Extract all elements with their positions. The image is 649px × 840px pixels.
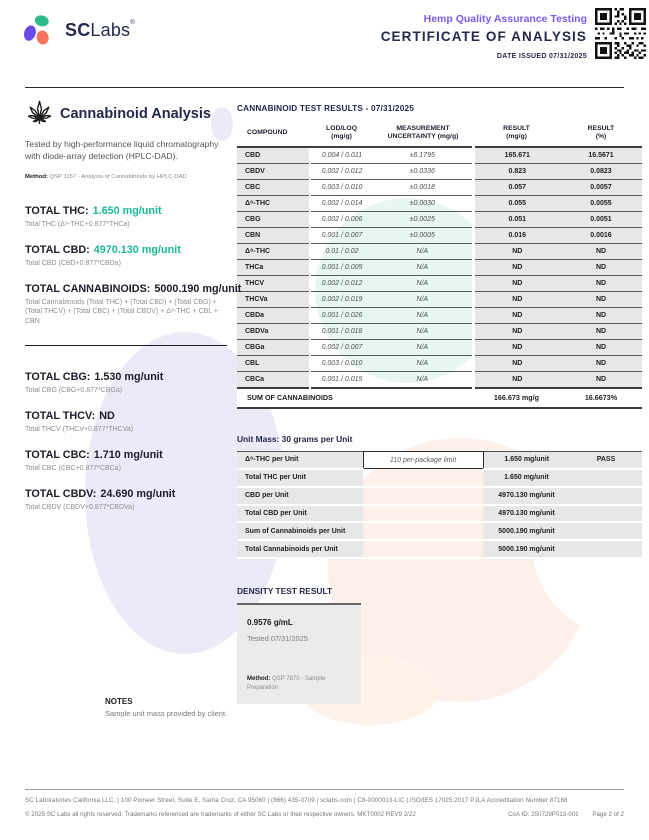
uncertainty-cell: ±6.1795 (373, 147, 473, 164)
sum-label: SUM OF CANNABINOIDS (237, 388, 473, 408)
unit-mass-row (237, 469, 642, 487)
results-table-title: CANNABINOID TEST RESULTS - 07/31/2025 (237, 104, 414, 113)
compound-cell: CBDa (237, 307, 310, 323)
coa-id: CoA ID: 250729P013-001 (508, 811, 579, 818)
lodloq-cell: 0.002 / 0.014 (310, 195, 373, 211)
total-label: TOTAL CBG: (25, 370, 91, 383)
sum-result-pct: 16.6673% (560, 388, 642, 408)
total-label: TOTAL CANNABINOIDS: (25, 283, 151, 296)
result-mg-cell: 0.016 (473, 227, 560, 243)
sclabs-logo (22, 13, 135, 48)
col-result-pct: RESULT (%) (560, 121, 642, 147)
unit-row-value: 4970.130 mg/unit (483, 505, 570, 523)
result-pct-cell: 0.0016 (560, 227, 642, 243)
section-head (25, 99, 231, 128)
total-label: TOTAL THCV: (25, 409, 96, 422)
unit-row-value: 5000.190 mg/unit (483, 540, 570, 558)
total-formula: Total Cannabinoids (Total THC) + (Total CBD) + (Total CBG) + (Total THCV) + (Total CBC) + (Total CBDV) + Δ⁸-THC + CBL + CBN (25, 299, 218, 325)
unit-row-limit (363, 487, 483, 505)
footer-right (496, 811, 624, 818)
method-description: Tested by high-performance liquid chromatography with diode-array detection (HPLC-DAD). (25, 139, 219, 161)
unit-row-status: PASS (570, 451, 642, 468)
table-row (237, 195, 642, 211)
unit-mass-title: Unit Mass: 30 grams per Unit (237, 433, 353, 444)
compound-cell: CBGa (237, 339, 310, 355)
sum-of-cannabinoids-row (237, 388, 642, 408)
footer-legal-row (25, 811, 624, 818)
result-mg-cell: ND (473, 291, 560, 307)
lodloq-cell: 0.002 / 0.012 (310, 275, 373, 291)
total-value: 5000.190 mg/unit (154, 283, 242, 296)
uncertainty-cell: ±0.0030 (373, 195, 473, 211)
lodloq-cell: 0.003 / 0.010 (310, 355, 373, 371)
compound-cell: CBCa (237, 371, 310, 388)
table-row (237, 275, 642, 291)
compound-cell: CBL (237, 355, 310, 371)
unit-mass-row (237, 451, 642, 468)
lodloq-cell: 0.002 / 0.007 (310, 339, 373, 355)
cannabis-leaf-icon (25, 99, 54, 128)
table-row (237, 259, 642, 275)
uncertainty-cell: N/A (373, 291, 473, 307)
lodloq-cell: 0.001 / 0.005 (310, 259, 373, 275)
result-pct-cell: ND (560, 259, 642, 275)
unit-mass-row (237, 522, 642, 540)
total-value: 1.530 mg/unit (94, 370, 164, 383)
header-divider (25, 87, 624, 88)
total-label: TOTAL CBDV: (25, 487, 97, 500)
total-line (25, 371, 231, 383)
uncertainty-cell: ±0.0018 (373, 179, 473, 195)
page-number: Page 2 of 2 (592, 811, 624, 818)
uncertainty-cell: ±0.0005 (373, 227, 473, 243)
total-formula: Total CBC (CBC+0.877*CBCa) (25, 464, 121, 472)
result-mg-cell: ND (473, 243, 560, 259)
compound-cell: CBN (237, 227, 310, 243)
lodloq-cell: 0.002 / 0.012 (310, 163, 373, 179)
lodloq-cell: 0.001 / 0.015 (310, 371, 373, 388)
result-mg-cell: 0.823 (473, 163, 560, 179)
unit-row-value: 4970.130 mg/unit (483, 487, 570, 505)
result-mg-cell: 0.057 (473, 179, 560, 195)
density-method (247, 675, 351, 692)
lodloq-cell: 0.001 / 0.018 (310, 323, 373, 339)
compound-cell: CBDV (237, 163, 310, 179)
unit-row-label: Total CBD per Unit (237, 505, 363, 523)
unit-row-value: 1.650 mg/unit (483, 469, 570, 487)
compound-cell: Δ⁹-THC (237, 195, 310, 211)
unit-row-label: Total THC per Unit (237, 469, 363, 487)
compound-cell: CBC (237, 179, 310, 195)
result-pct-cell: ND (560, 291, 642, 307)
cannabinoid-results-table (237, 121, 642, 409)
result-mg-cell: ND (473, 323, 560, 339)
unit-row-label: Sum of Cannabinoids per Unit (237, 522, 363, 540)
lodloq-cell: 0.002 / 0.006 (310, 211, 373, 227)
compound-cell: CBG (237, 211, 310, 227)
col-uncertainty: MEASUREMENT UNCERTAINTY (mg/g) (373, 121, 473, 147)
unit-row-label: CBD per Unit (237, 487, 363, 505)
total-formula: Total THC (Δ⁹-THC+0.877*THCa) (25, 221, 130, 229)
unit-row-limit (363, 505, 483, 523)
density-value: 0.9576 g/mL (247, 618, 293, 628)
density-method-label: Method: (247, 676, 271, 683)
total-block (25, 488, 231, 512)
result-pct-cell: 0.0051 (560, 211, 642, 227)
compound-cell: CBDVa (237, 323, 310, 339)
result-pct-cell: ND (560, 243, 642, 259)
unit-row-label: Total Cannabinoids per Unit (237, 540, 363, 558)
result-pct-cell: ND (560, 275, 642, 291)
uncertainty-cell: N/A (373, 275, 473, 291)
compound-cell: THCV (237, 275, 310, 291)
unit-row-limit (363, 540, 483, 558)
result-mg-cell: ND (473, 339, 560, 355)
result-pct-cell: ND (560, 355, 642, 371)
table-row (237, 227, 642, 243)
total-value: 1.650 mg/unit (92, 205, 162, 218)
result-pct-cell: 0.0055 (560, 195, 642, 211)
left-panel-divider (25, 345, 227, 346)
footer-copyright: © 2025 SC Labs all rights reserved. Trademarks referenced are trademarks of either SC Labs or their respective owners. MKT0002 REV9 2/22 (25, 811, 416, 818)
total-line (25, 205, 231, 217)
unit-row-status (570, 487, 642, 505)
unit-row-status (570, 540, 642, 558)
result-pct-cell: ND (560, 339, 642, 355)
footer (25, 789, 624, 818)
unit-row-status (570, 505, 642, 523)
lodloq-cell: 0.002 / 0.019 (310, 291, 373, 307)
density-method-text: QSP 7870 - Sample Preparation (247, 676, 326, 691)
total-line (25, 488, 231, 500)
document-title: CERTIFICATE OF ANALYSIS (380, 29, 587, 44)
lodloq-cell: 0.01 / 0.02 (310, 243, 373, 259)
method-text: QSP 1157 - Analysis of Cannabinoids by HPLC-DAD (47, 174, 187, 181)
uncertainty-cell: ±0.0336 (373, 163, 473, 179)
date-issued: DATE ISSUED 07/31/2025 (496, 53, 587, 60)
logo-wordmark (65, 20, 135, 41)
logo-sc: SC (65, 20, 91, 40)
unit-row-status (570, 469, 642, 487)
table-row (237, 371, 642, 388)
total-formula: Total CBG (CBG+0.877*CBGa) (25, 386, 123, 394)
total-value: 24.690 mg/unit (100, 487, 176, 500)
col-result-mg: RESULT (mg/g) (473, 121, 560, 147)
col-lodloq: LOD/LOQ (mg/g) (310, 121, 373, 147)
unit-row-value: 1.650 mg/unit (483, 451, 570, 468)
uncertainty-cell: N/A (373, 371, 473, 388)
uncertainty-cell: N/A (373, 355, 473, 371)
table-row (237, 355, 642, 371)
density-test-title: DENSITY TEST RESULT (237, 586, 333, 597)
uncertainty-cell: N/A (373, 339, 473, 355)
unit-row-limit (363, 522, 483, 540)
result-mg-cell: 0.051 (473, 211, 560, 227)
footer-lab-info: SC Laboratories California LLC. | 100 Pioneer Street, Suite E, Santa Cruz, CA 95060 | (866) 435-0709 | sclabs.com | C8-0000013-LIC | ISO/IES 17025:2017 PJLA Accreditation Number 87168 (25, 797, 568, 804)
result-mg-cell: 0.055 (473, 195, 560, 211)
uncertainty-cell: N/A (373, 323, 473, 339)
table-row (237, 211, 642, 227)
unit-mass-row (237, 505, 642, 523)
result-mg-cell: ND (473, 307, 560, 323)
density-result-box (237, 603, 361, 704)
table-row (237, 323, 642, 339)
total-line (25, 283, 242, 296)
registered-mark: ® (130, 20, 135, 26)
unit-row-limit (363, 469, 483, 487)
uncertainty-cell: ±0.0025 (373, 211, 473, 227)
uncertainty-cell: N/A (373, 307, 473, 323)
unit-mass-row (237, 487, 642, 505)
result-mg-cell: ND (473, 275, 560, 291)
program-name: Hemp Quality Assurance Testing (423, 13, 587, 25)
qr-code (595, 8, 646, 59)
density-tested-date: Tested 07/31/2025 (247, 634, 308, 644)
unit-mass-table (237, 451, 642, 559)
total-block (25, 410, 231, 434)
total-line (25, 410, 231, 422)
result-mg-cell: 165.671 (473, 147, 560, 164)
total-formula: Total THCV (THCV+0.877*THCVa) (25, 425, 134, 433)
lodloq-cell: 0.001 / 0.007 (310, 227, 373, 243)
col-compound: COMPOUND (237, 121, 310, 147)
compound-cell: THCVa (237, 291, 310, 307)
total-value: 1.710 mg/unit (93, 448, 163, 461)
uncertainty-cell: N/A (373, 243, 473, 259)
method-label: Method: (25, 174, 48, 181)
table-row (237, 163, 642, 179)
total-line (25, 244, 231, 256)
table-row (237, 179, 642, 195)
section-title: Cannabinoid Analysis (60, 105, 211, 122)
total-value: 4970.130 mg/unit (93, 244, 181, 257)
total-line (25, 449, 231, 461)
result-mg-cell: ND (473, 259, 560, 275)
total-label: TOTAL CBC: (25, 448, 90, 461)
sum-result-mg: 166.673 mg/g (473, 388, 560, 408)
unit-mass-row (237, 540, 642, 558)
results-header-row (237, 121, 642, 147)
method-reference (25, 174, 231, 180)
cannabinoid-analysis-panel (25, 99, 242, 527)
lodloq-cell: 0.004 / 0.011 (310, 147, 373, 164)
sclabs-logo-dots-icon (22, 13, 58, 48)
total-formula: Total CBD (CBD+0.877*CBDa) (25, 260, 121, 268)
compound-cell: Δ⁸-THC (237, 243, 310, 259)
result-mg-cell: ND (473, 371, 560, 388)
result-mg-cell: ND (473, 355, 560, 371)
lodloq-cell: 0.003 / 0.010 (310, 179, 373, 195)
total-formula: Total CBDV (CBDV+0.877*CBDVa) (25, 503, 135, 511)
total-block (25, 283, 242, 325)
result-pct-cell: ND (560, 371, 642, 388)
unit-row-limit: 110 per-package limit (363, 451, 483, 468)
notes-title: NOTES (105, 697, 133, 706)
unit-row-label: Δ⁹-THC per Unit (237, 451, 363, 468)
totals-primary (25, 205, 242, 325)
logo-labs: Labs (90, 20, 131, 40)
total-value: ND (99, 409, 115, 422)
uncertainty-cell: N/A (373, 259, 473, 275)
table-row (237, 147, 642, 164)
results-panel (237, 104, 642, 704)
unit-row-value: 5000.190 mg/unit (483, 522, 570, 540)
total-block (25, 371, 231, 395)
table-row (237, 291, 642, 307)
notes-text: Sample unit mass provided by client. (105, 709, 228, 718)
result-pct-cell: ND (560, 307, 642, 323)
total-label: TOTAL CBD: (25, 244, 90, 257)
totals-secondary (25, 371, 231, 512)
notes-section (105, 697, 227, 718)
table-row (237, 243, 642, 259)
compound-cell: THCa (237, 259, 310, 275)
unit-row-status (570, 522, 642, 540)
total-label: TOTAL THC: (25, 205, 89, 218)
result-pct-cell: ND (560, 323, 642, 339)
total-block (25, 244, 231, 268)
result-pct-cell: 0.0823 (560, 163, 642, 179)
result-pct-cell: 16.5671 (560, 147, 642, 164)
compound-cell: CBD (237, 147, 310, 164)
table-row (237, 339, 642, 355)
total-block (25, 449, 231, 473)
lodloq-cell: 0.001 / 0.026 (310, 307, 373, 323)
result-pct-cell: 0.0057 (560, 179, 642, 195)
total-block (25, 205, 231, 229)
table-row (237, 307, 642, 323)
header-titles (381, 13, 587, 60)
